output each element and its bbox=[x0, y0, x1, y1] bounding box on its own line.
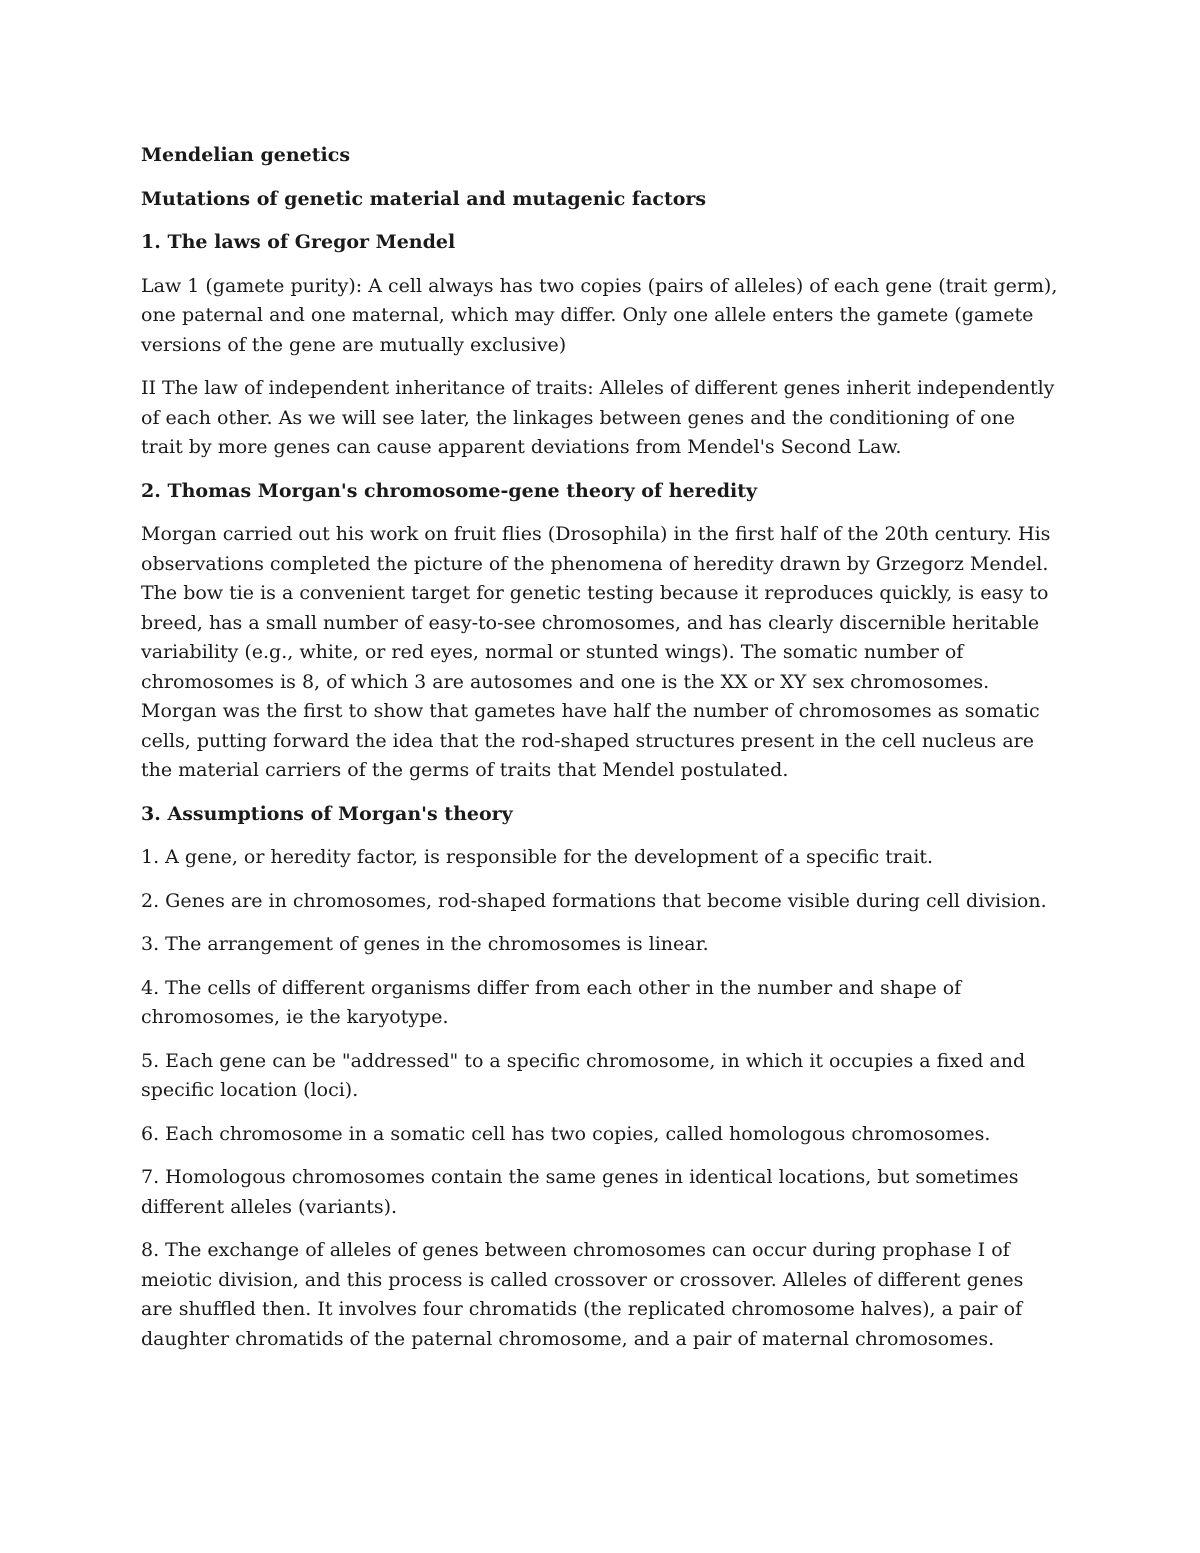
section-2-heading: 2. Thomas Morgan's chromosome-gene theory of heredity bbox=[141, 479, 758, 502]
document-title: Mendelian genetics bbox=[141, 144, 351, 166]
assumption-item: 6. Each chromosome in a somatic cell has two copies, called homologous chromosomes. bbox=[141, 1122, 991, 1145]
law-2-paragraph: II The law of independent inheritance of traits: Alleles of different genes inherit independently of each other. As we will see later, the linkages between genes and the conditioning of one trait by more genes can cause apparent deviations from Mendel's Second Law. bbox=[141, 377, 1055, 458]
law-1-paragraph: Law 1 (gamete purity): A cell always has two copies (pairs of alleles) of each gene (trait germ), one paternal and one maternal, which may differ. Only one allele enters the gamete (gamete versions of the gene are mutually exclusive) bbox=[141, 274, 1058, 356]
assumption-item: 5. Each gene can be "addressed" to a specific chromosome, in which it occupies a fixed and specific location (loci). bbox=[141, 1049, 1026, 1101]
assumption-item: 4. The cells of different organisms differ from each other in the number and shape of chromosomes, ie the karyotype. bbox=[141, 976, 962, 1028]
assumption-item: 3. The arrangement of genes in the chromosomes is linear. bbox=[141, 933, 709, 955]
document-body bbox=[141, 141, 1061, 1368]
section-3-heading: 3. Assumptions of Morgan's theory bbox=[141, 802, 513, 825]
assumption-item: 7. Homologous chromosomes contain the same genes in identical locations, but sometimes different alleles (variants). bbox=[141, 1166, 1019, 1218]
assumption-item: 8. The exchange of alleles of genes between chromosomes can occur during prophase I of meiotic division, and this process is called crossover or crossover. Alleles of different genes are shuffled then. It involves four chromatids (the replicated chromosome halves), a pair of daughter chromatids of the paternal chromosome, and a pair of maternal chromosomes. bbox=[141, 1239, 1024, 1350]
assumption-item: 2. Genes are in chromosomes, rod-shaped formations that become visible during cell division. bbox=[141, 889, 1047, 912]
morgan-paragraph: Morgan carried out his work on fruit flies (Drosophila) in the first half of the 20th century. His observations completed the picture of the phenomena of heredity drawn by Grzegorz Mendel. The bow tie is a convenient target for genetic testing because it reproduces quickly, is easy to breed, has a small number of easy-to-see chromosomes, and has clearly discernible heritable variability (e.g., white, or red eyes, normal or stunted wings). The somatic number of chromosomes is 8, of which 3 are autosomes and one is the XX or XY sex chromosomes. Morgan was the first to show that gametes have half the number of chromosomes as somatic cells, putting forward the idea that the rod-shaped structures present in the cell nucleus are the material carriers of the germs of traits that Mendel postulated. bbox=[141, 523, 1051, 781]
document-subtitle: Mutations of genetic material and mutagenic factors bbox=[141, 187, 707, 210]
assumption-item: 1. A gene, or heredity factor, is responsible for the development of a specific trait. bbox=[141, 846, 934, 868]
section-1-heading: 1. The laws of Gregor Mendel bbox=[141, 231, 456, 253]
